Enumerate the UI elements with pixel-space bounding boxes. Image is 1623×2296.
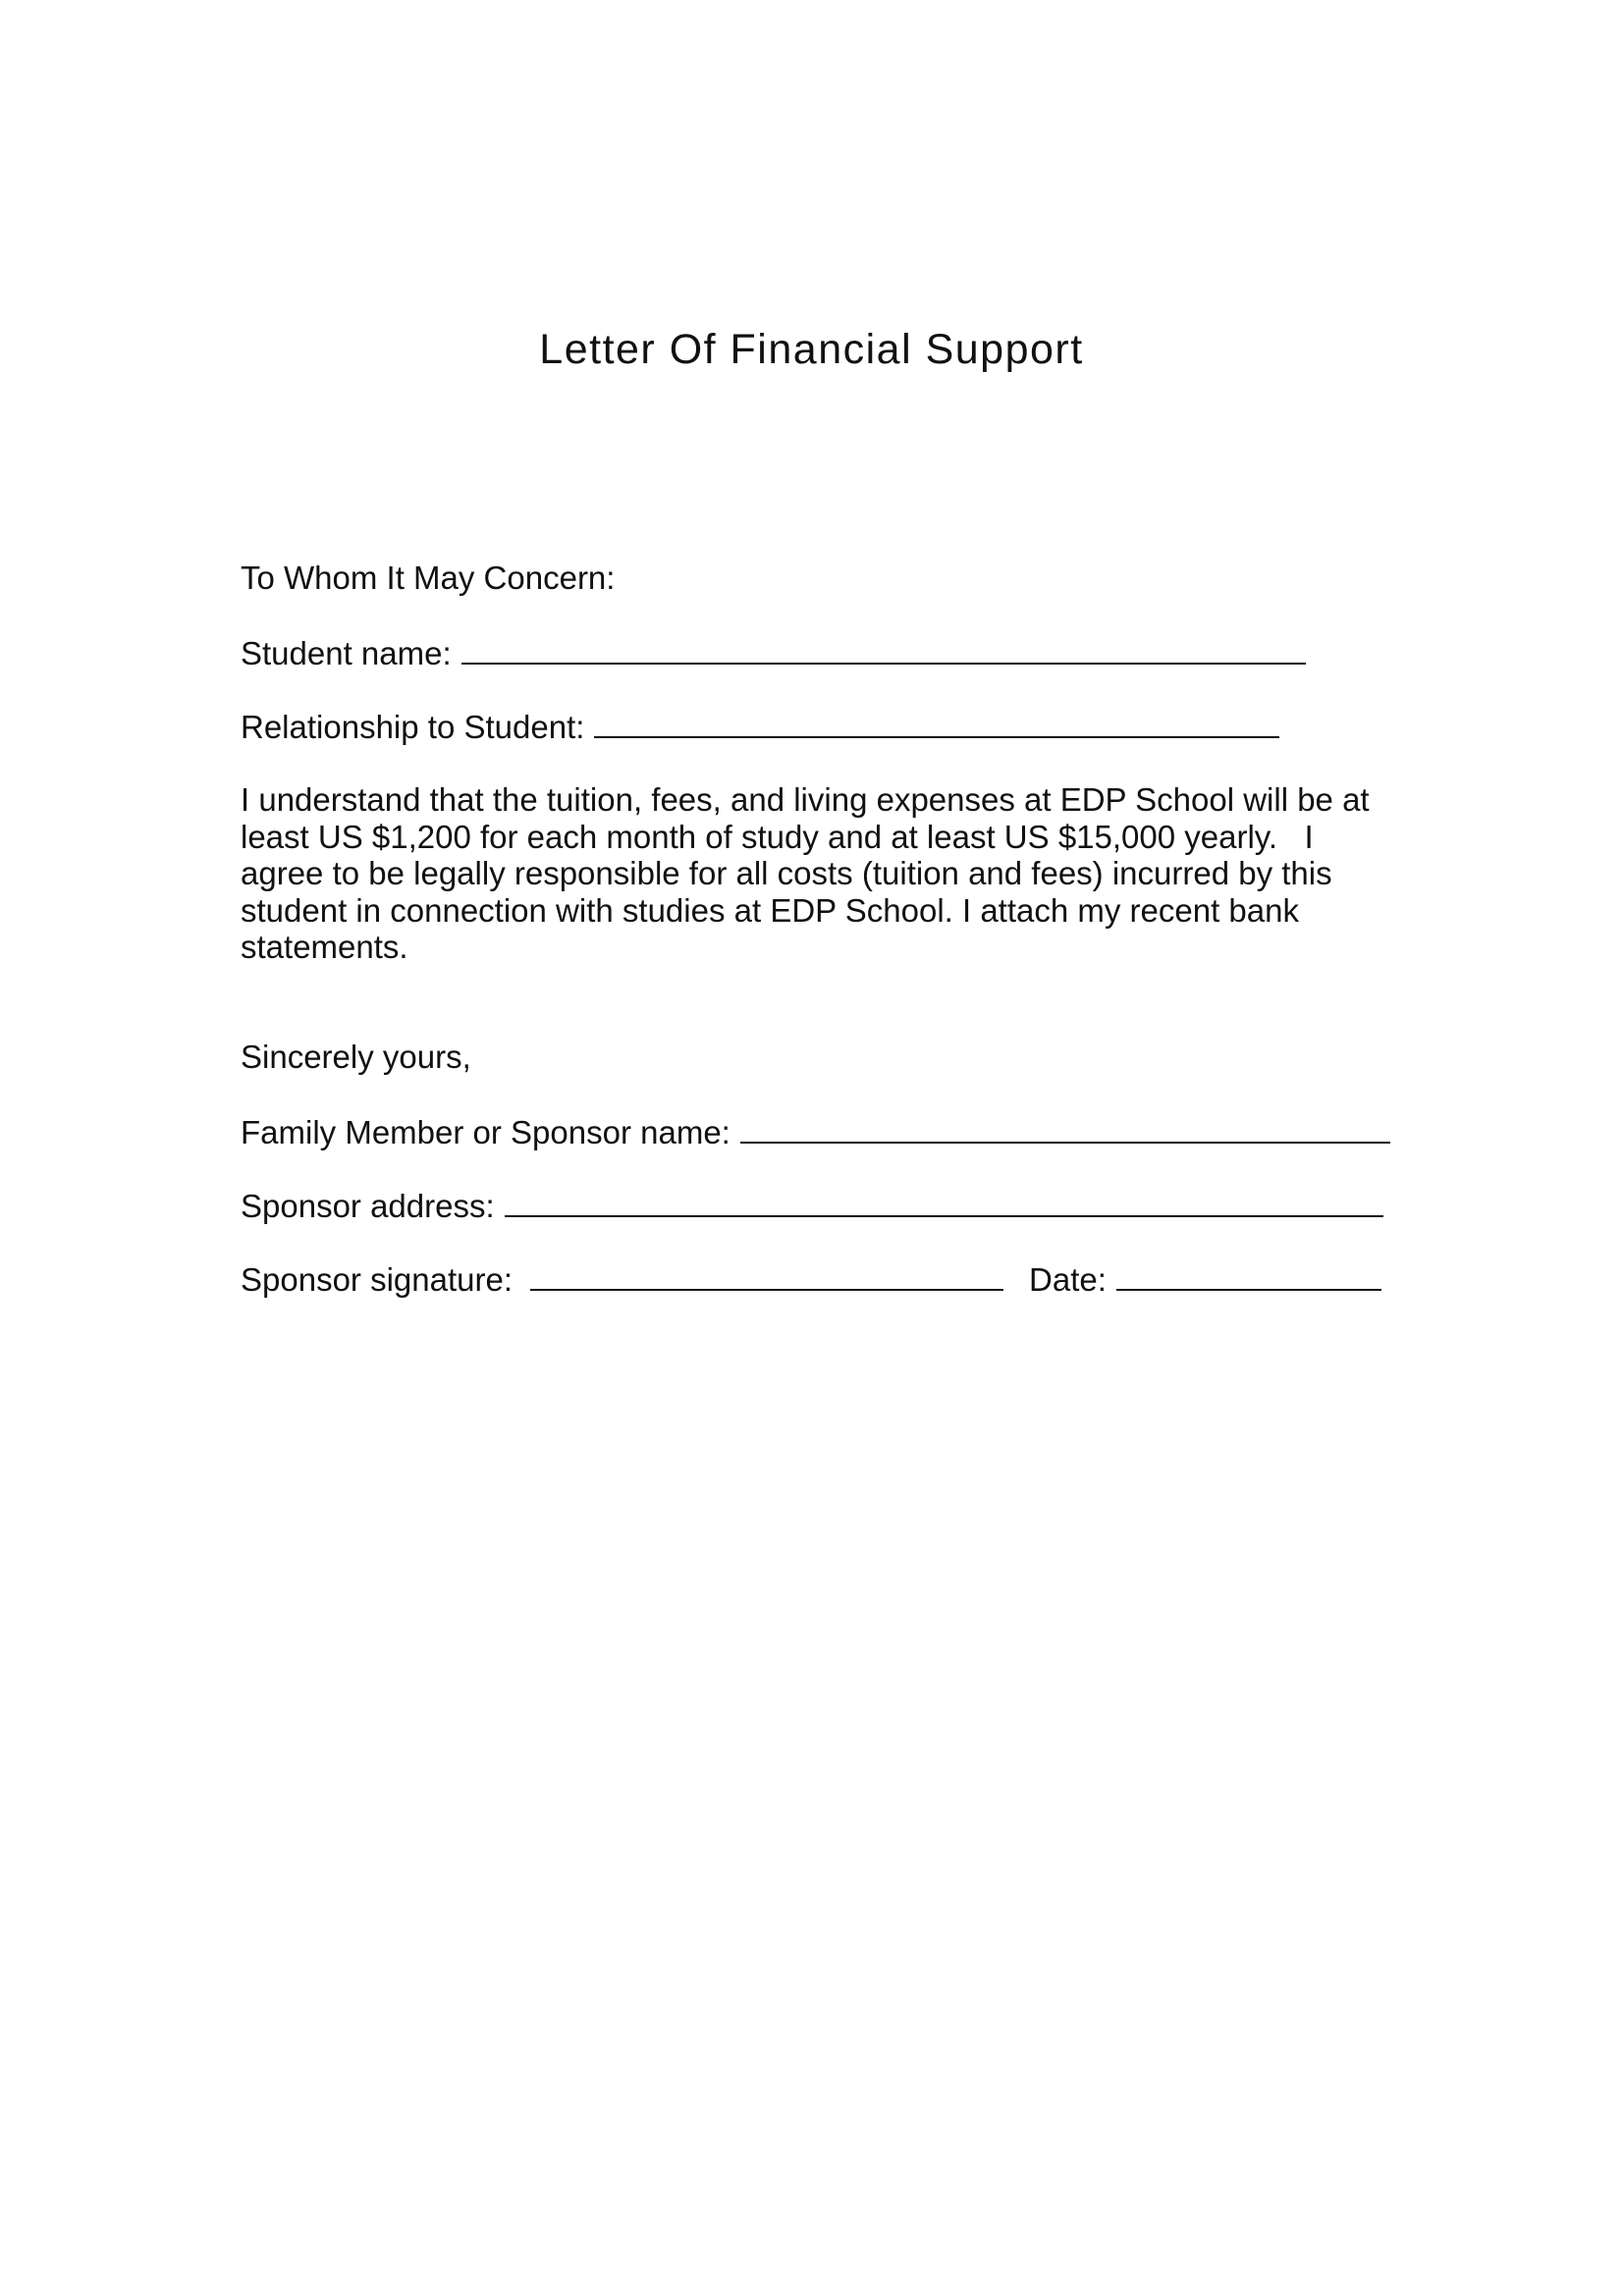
sponsor-signature-label: Sponsor signature:: [241, 1261, 514, 1298]
salutation: To Whom It May Concern:: [241, 560, 616, 596]
body-line: student in connection with studies at EDP School. I attach my recent bank: [241, 891, 1299, 929]
body-line: I understand that the tuition, fees, and living expenses at EDP School will be at: [241, 781, 1370, 818]
sponsor-address-blank[interactable]: [505, 1186, 1383, 1217]
body-line: statements.: [241, 929, 408, 966]
sponsor-name-label: Family Member or Sponsor name:: [241, 1114, 730, 1150]
relationship-row: [241, 707, 1279, 746]
relationship-label: Relationship to Student:: [241, 709, 585, 745]
sponsor-signature-row: [241, 1259, 1381, 1299]
body-line: agree to be legally responsible for all costs (tuition and fees) incurred by this: [241, 855, 1332, 892]
sponsor-address-label: Sponsor address:: [241, 1188, 495, 1224]
body-line: least US $1,200 for each month of study and at least US $15,000 yearly. I: [241, 818, 1314, 855]
sponsor-name-blank[interactable]: [740, 1112, 1390, 1144]
date-blank[interactable]: [1116, 1259, 1381, 1291]
closing: Sincerely yours,: [241, 1039, 471, 1075]
student-name-blank[interactable]: [461, 633, 1306, 665]
student-name-label: Student name:: [241, 635, 452, 671]
sponsor-address-row: [241, 1186, 1383, 1225]
date-label: Date:: [1029, 1261, 1107, 1298]
page-title: Letter Of Financial Support: [539, 326, 1084, 373]
sponsor-signature-blank[interactable]: [530, 1259, 1003, 1291]
relationship-blank[interactable]: [594, 707, 1279, 738]
body-paragraph: [241, 781, 1399, 966]
student-name-row: [241, 633, 1306, 672]
sponsor-name-row: [241, 1112, 1390, 1151]
